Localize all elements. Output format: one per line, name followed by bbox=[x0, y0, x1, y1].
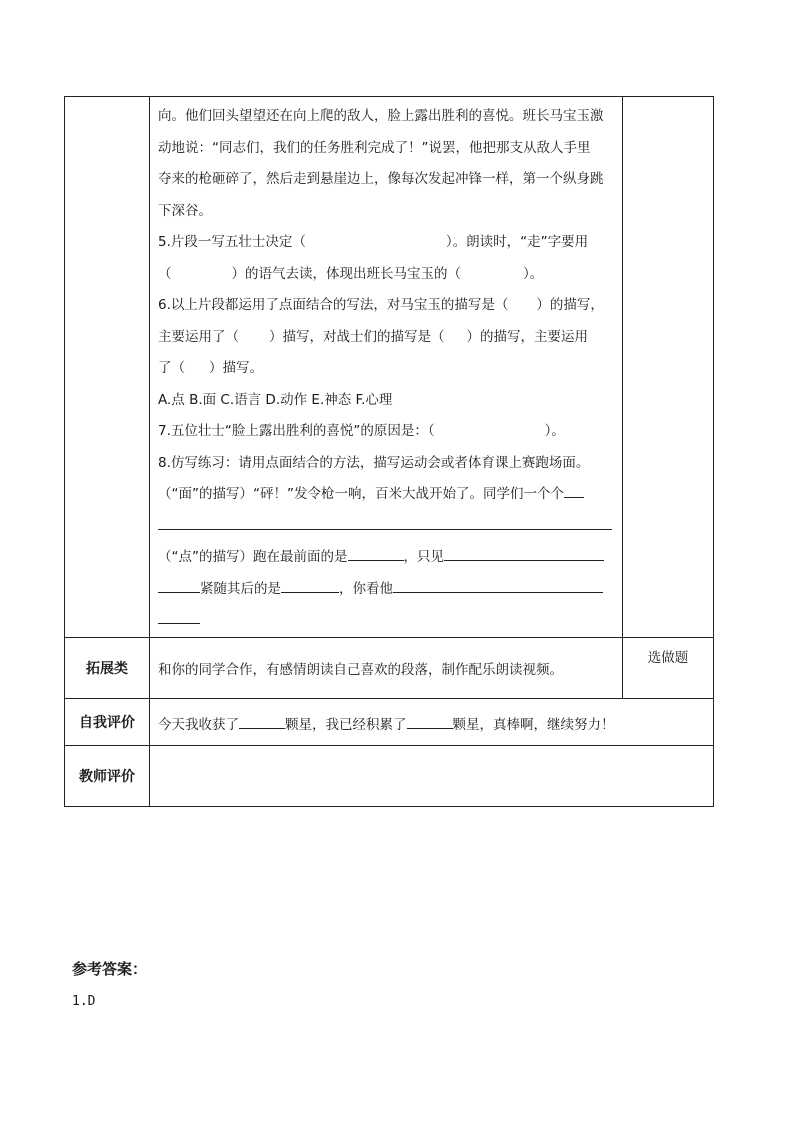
note-cell-empty bbox=[623, 97, 714, 638]
question-7-line: 7.五位壮士“脸上露出胜利的喜悦”的原因是：（ ）。 bbox=[158, 423, 565, 439]
writing-line[interactable] bbox=[158, 574, 200, 593]
optional-note: 选做题 bbox=[623, 637, 714, 698]
star-total-blank[interactable] bbox=[407, 710, 453, 729]
question-8-line-1: 8.仿写练习：请用点面结合的方法，描写运动会或者体育课上赛跑场面。 bbox=[158, 454, 590, 471]
writing-line[interactable] bbox=[393, 574, 603, 593]
question-6-line-3: 了（ ）描写。 bbox=[158, 360, 263, 376]
question-8-line-5: 紧随其后的是 ，你看他 bbox=[158, 574, 614, 606]
teacher-eval-row bbox=[65, 745, 714, 806]
exercise-content bbox=[150, 97, 623, 638]
question-5-line-1: 5.片段一写五壮士决定（ ）。朗读时，“走”字要用 bbox=[158, 234, 589, 250]
teacher-eval-content[interactable] bbox=[150, 745, 714, 806]
passage-line: 动地说：“同志们，我们的任务胜利完成了！”说罢，他把那支从敌人手里 bbox=[158, 139, 591, 156]
writing-line[interactable] bbox=[158, 511, 612, 530]
passage-line: 下深谷。 bbox=[158, 202, 212, 219]
question-8-line-6 bbox=[158, 605, 614, 637]
writing-line[interactable] bbox=[158, 605, 200, 624]
question-6-options: A.点 B.面 C.语言 D.动作 E.神态 F.心理 bbox=[158, 391, 393, 408]
passage-line: 夺来的枪砸碎了，然后走到悬崖边上，像每次发起冲锋一样，第一个纵身跳 bbox=[158, 171, 604, 187]
answer-item: 1.D bbox=[72, 994, 96, 1009]
teacher-eval-label: 教师评价 bbox=[65, 745, 150, 806]
question-6-line-1: 6.以上片段都运用了点面结合的写法，对马宝玉的描写是（ ）的描写， bbox=[158, 297, 604, 313]
question-6-line-2: 主要运用了（ ）描写，对战士们的描写是（ ）的描写，主要运用 bbox=[158, 328, 588, 345]
self-eval-label: 自我评价 bbox=[65, 698, 150, 745]
worksheet-table bbox=[64, 96, 714, 807]
writing-line[interactable] bbox=[348, 542, 404, 561]
extension-content: 和你的同学合作，有感情朗读自己喜欢的段落，制作配乐朗读视频。 bbox=[150, 637, 623, 698]
star-count-blank[interactable] bbox=[239, 710, 285, 729]
writing-line[interactable] bbox=[444, 542, 604, 561]
self-eval-row bbox=[65, 698, 714, 745]
extension-row bbox=[65, 637, 714, 698]
question-8-line-3 bbox=[158, 511, 614, 543]
category-cell-empty bbox=[65, 97, 150, 638]
writing-line[interactable] bbox=[564, 479, 584, 498]
self-eval-content: 今天我收获了 颗星，我已经积累了 颗星，真棒啊，继续努力！ bbox=[150, 698, 714, 745]
question-8-line-2: （“面”的描写）“砰！”发令枪一响，百米大战开始了。同学们一个个 bbox=[158, 479, 614, 511]
exercise-row bbox=[65, 97, 714, 638]
passage-line: 向。他们回头望望还在向上爬的敌人，脸上露出胜利的喜悦。班长马宝玉激 bbox=[158, 108, 604, 124]
question-8-line-4: （“点”的描写）跑在最前面的是 ，只见 bbox=[158, 542, 614, 574]
answers-title: 参考答案： bbox=[72, 960, 148, 978]
writing-line[interactable] bbox=[281, 574, 339, 593]
question-5-line-2: （ ）的语气去读，体现出班长马宝玉的（ ）。 bbox=[158, 265, 544, 282]
extension-label: 拓展类 bbox=[65, 637, 150, 698]
